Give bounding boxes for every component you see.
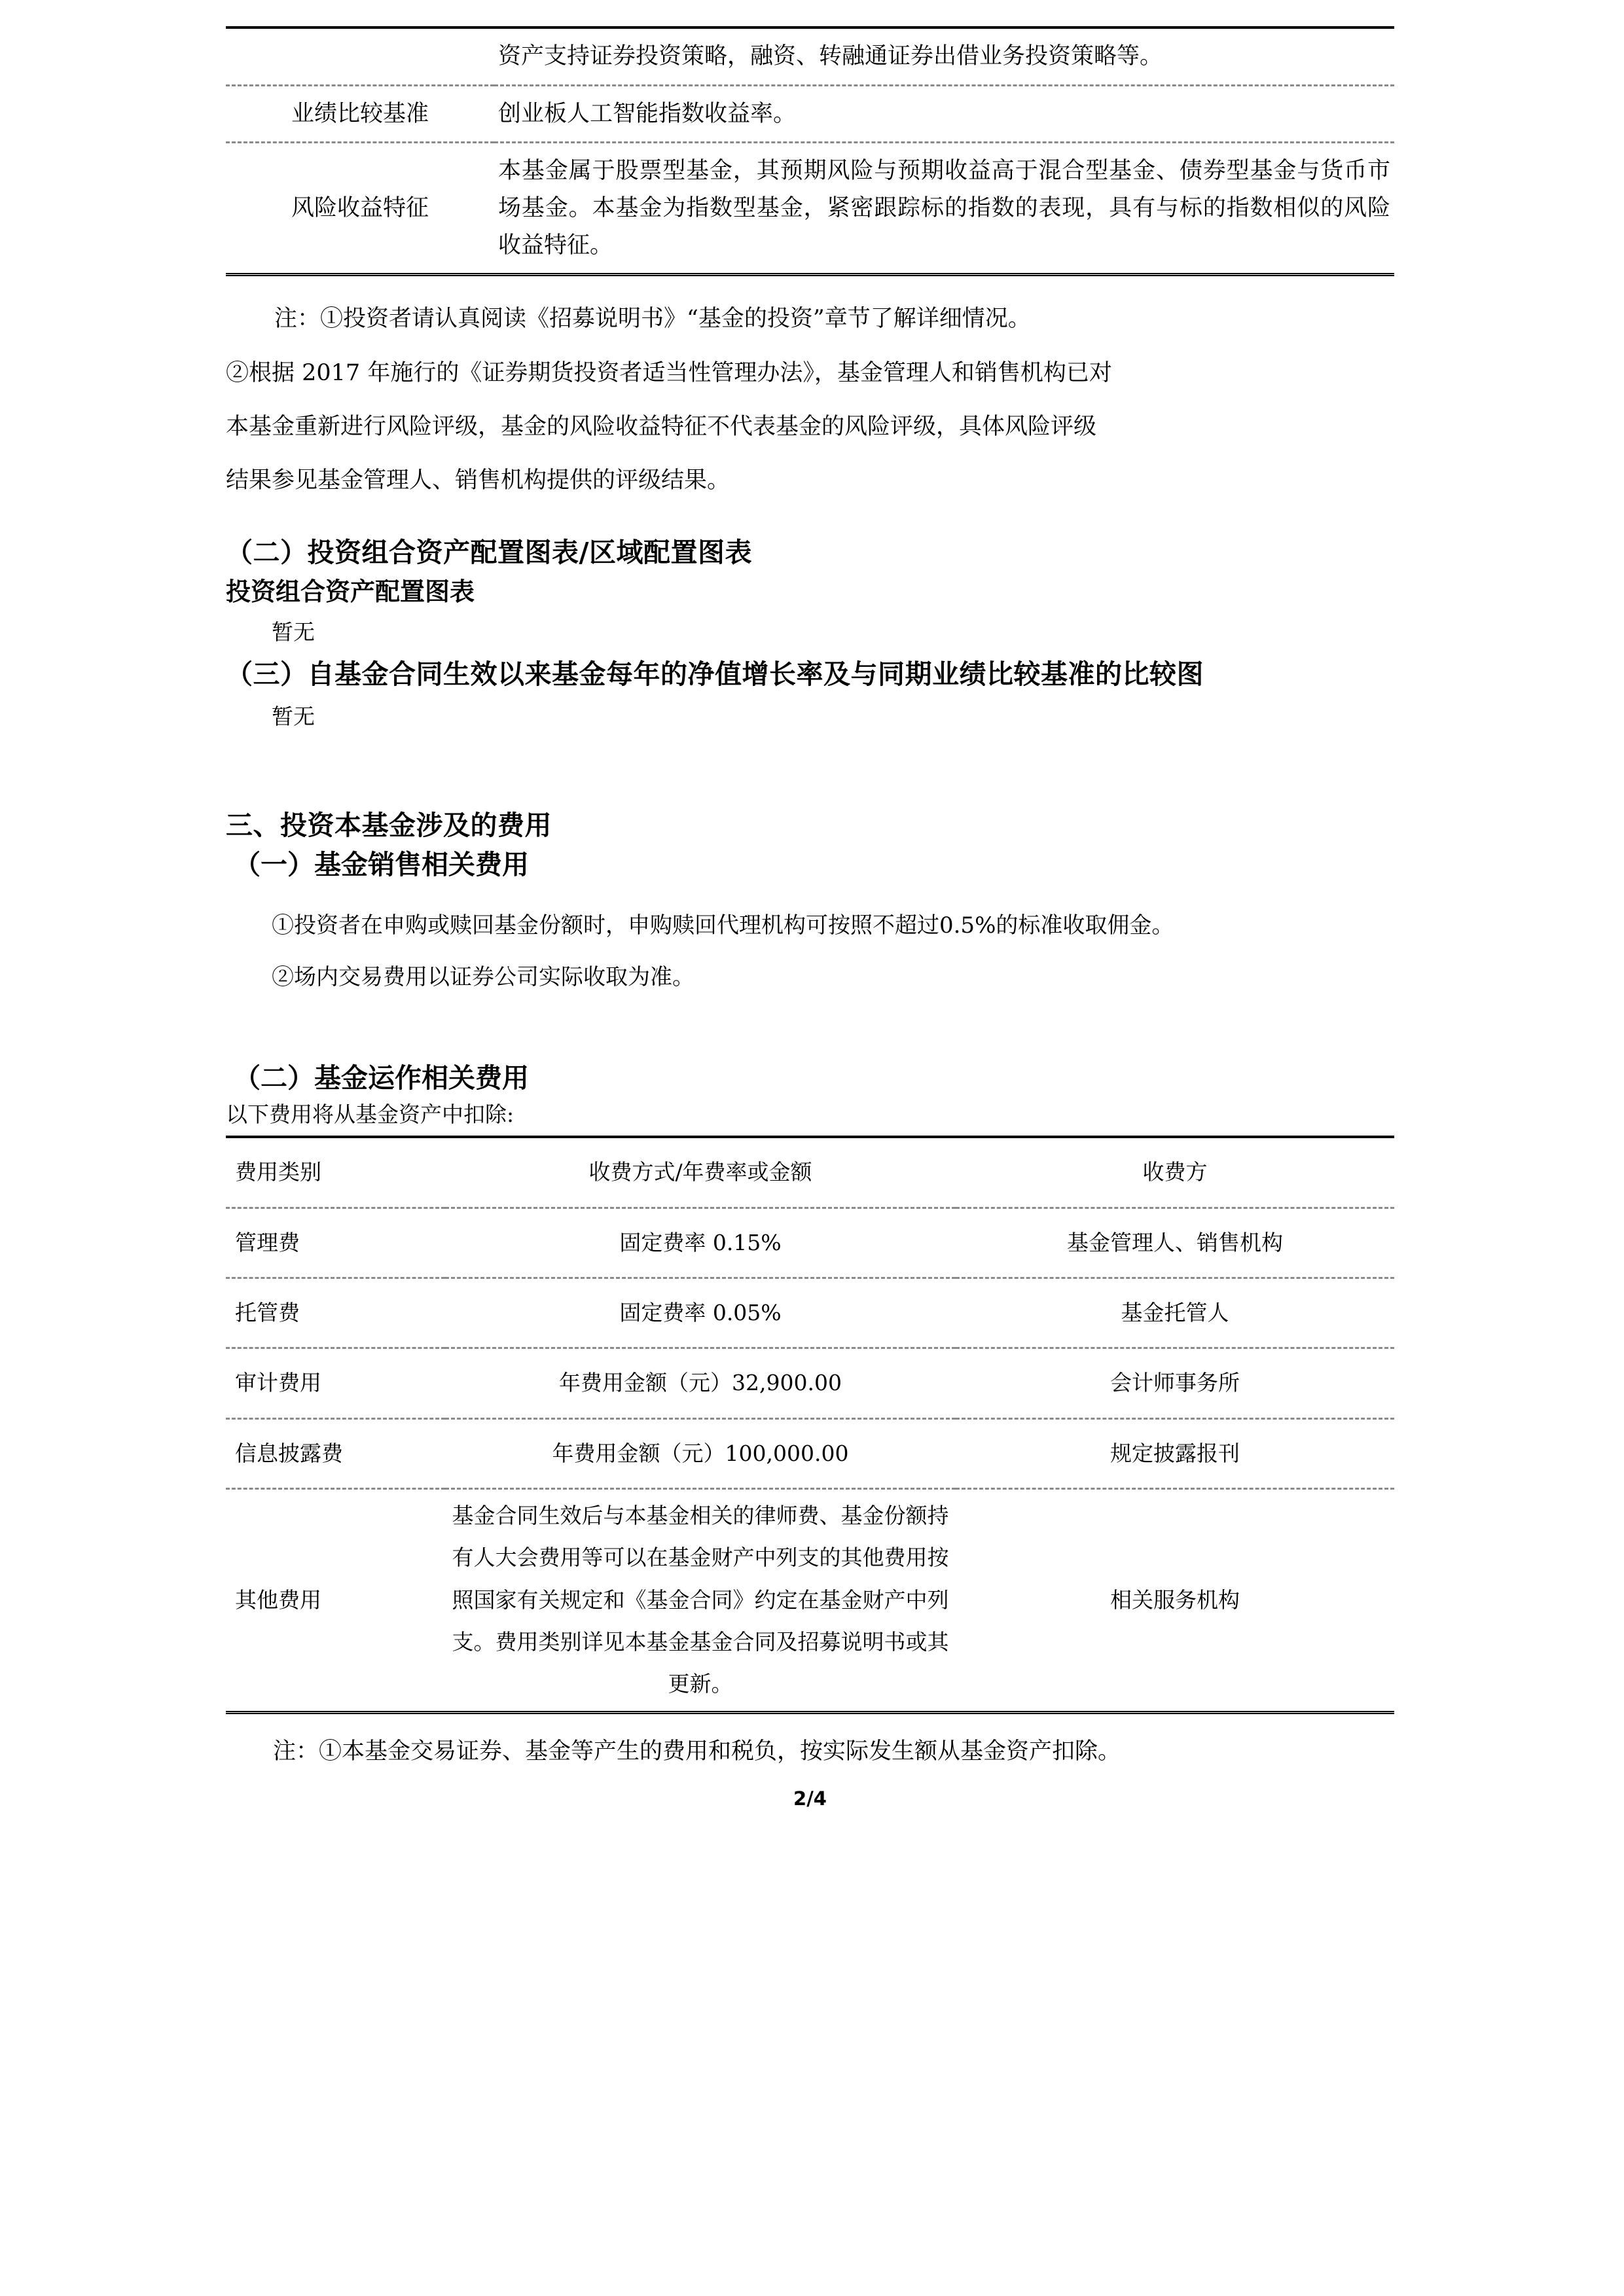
fee-payee-custody: 基金托管人 [1121, 1299, 1229, 1325]
row-label-risk-return: 风险收益特征 [291, 195, 429, 222]
note-line-3: 本基金重新进行风险评级，基金的风险收益特征不代表基金的风险评级，具体风险评级 [226, 413, 1097, 440]
row-value-risk-return: 本基金属于股票型基金，其预期风险与预期收益高于混合型基金、债券型基金与货币市场基金。本基金为指数型基金，紧密跟踪标的指数的表现，具有与标的指数相似的风险收益特征。 [498, 158, 1390, 259]
sales-fee-item-2: ②场内交易费用以证券公司实际收取为准。 [272, 963, 695, 990]
section-two-content: 暂无 [272, 619, 315, 645]
heading-operation-fees: （二）基金运作相关费用 [234, 1062, 529, 1094]
fee-col-header-payee: 收费方 [1142, 1159, 1208, 1185]
table-row [226, 1278, 1394, 1348]
row-label-benchmark: 业绩比较基准 [291, 100, 429, 127]
note-line-2: ②根据 2017 年施行的《证券期货投资者适当性管理办法》，基金管理人和销售机构已对 [226, 359, 1112, 386]
fee-payee-other: 相关服务机构 [1110, 1587, 1240, 1613]
fee-method-custody: 固定费率 0.05% [619, 1299, 782, 1325]
heading-section-two: （二）投资组合资产配置图表/区域配置图表 [226, 537, 752, 569]
fee-category-audit: 审计费用 [235, 1370, 321, 1396]
table-row [226, 27, 1394, 85]
table-header-row [226, 1137, 1394, 1208]
heading-sales-fees: （一）基金销售相关费用 [234, 848, 529, 880]
fee-payee-disclosure: 规定披露报刊 [1110, 1440, 1240, 1466]
fee-payee-audit: 会计师事务所 [1110, 1370, 1240, 1396]
fee-col-header-category: 费用类别 [235, 1159, 321, 1185]
fee-col-header-method: 收费方式/年费率或金额 [588, 1159, 812, 1185]
page-number: 2/4 [793, 1787, 827, 1810]
fund-attributes-table [226, 26, 1394, 276]
fee-table-intro: 以下费用将从基金资产中扣除: [226, 1101, 514, 1127]
note-line-1: 注：①投资者请认真阅读《招募说明书》“基金的投资”章节了解详细情况。 [274, 306, 1031, 332]
fee-method-management: 固定费率 0.15% [619, 1229, 782, 1255]
fee-method-disclosure: 年费用金额（元）100,000.00 [552, 1440, 849, 1466]
page-content [226, 0, 1394, 1814]
table-row [226, 1418, 1394, 1488]
notes-block [226, 292, 1394, 507]
row-value-continued: 资产支持证券投资策略，融资、转融通证券出借业务投资策略等。 [498, 43, 1163, 69]
subheading-portfolio-chart: 投资组合资产配置图表 [226, 577, 475, 607]
sales-fee-item-1: ①投资者在申购或赎回基金份额时，申购赎回代理机构可按照不超过0.5%的标准收取佣金。 [272, 912, 1174, 939]
heading-section-fees: 三、投资本基金涉及的费用 [226, 809, 552, 841]
section-three-content: 暂无 [272, 703, 315, 729]
fee-payee-management: 基金管理人、销售机构 [1067, 1229, 1283, 1255]
fee-category-custody: 托管费 [235, 1299, 300, 1325]
row-label-continued [226, 27, 494, 85]
table-row [226, 85, 1394, 143]
table-row [226, 1488, 1394, 1712]
heading-section-three: （三）自基金合同生效以来基金每年的净值增长率及与同期业绩比较基准的比较图 [226, 658, 1204, 691]
fee-category-management: 管理费 [235, 1229, 300, 1255]
row-value-benchmark: 创业板人工智能指数收益率。 [498, 100, 797, 127]
fee-method-audit: 年费用金额（元）32,900.00 [559, 1370, 842, 1396]
fee-category-other: 其他费用 [235, 1587, 321, 1613]
table-row [226, 1348, 1394, 1418]
fee-category-disclosure: 信息披露费 [235, 1440, 343, 1466]
fee-table-footer-note: 注：①本基金交易证券、基金等产生的费用和税负，按实际发生额从基金资产扣除。 [273, 1738, 1121, 1765]
table-row [226, 1208, 1394, 1278]
fee-method-other: 基金合同生效后与本基金相关的律师费、基金份额持有人大会费用等可以在基金财产中列支的其他费用按照国家有关规定和《基金合同》约定在基金财产中列支。费用类别详见本基金基金合同及招募说明书或其更新。 [452, 1502, 949, 1697]
operation-fee-table [226, 1136, 1394, 1713]
table-row [226, 143, 1394, 275]
note-line-4: 结果参见基金管理人、销售机构提供的评级结果。 [226, 467, 731, 494]
